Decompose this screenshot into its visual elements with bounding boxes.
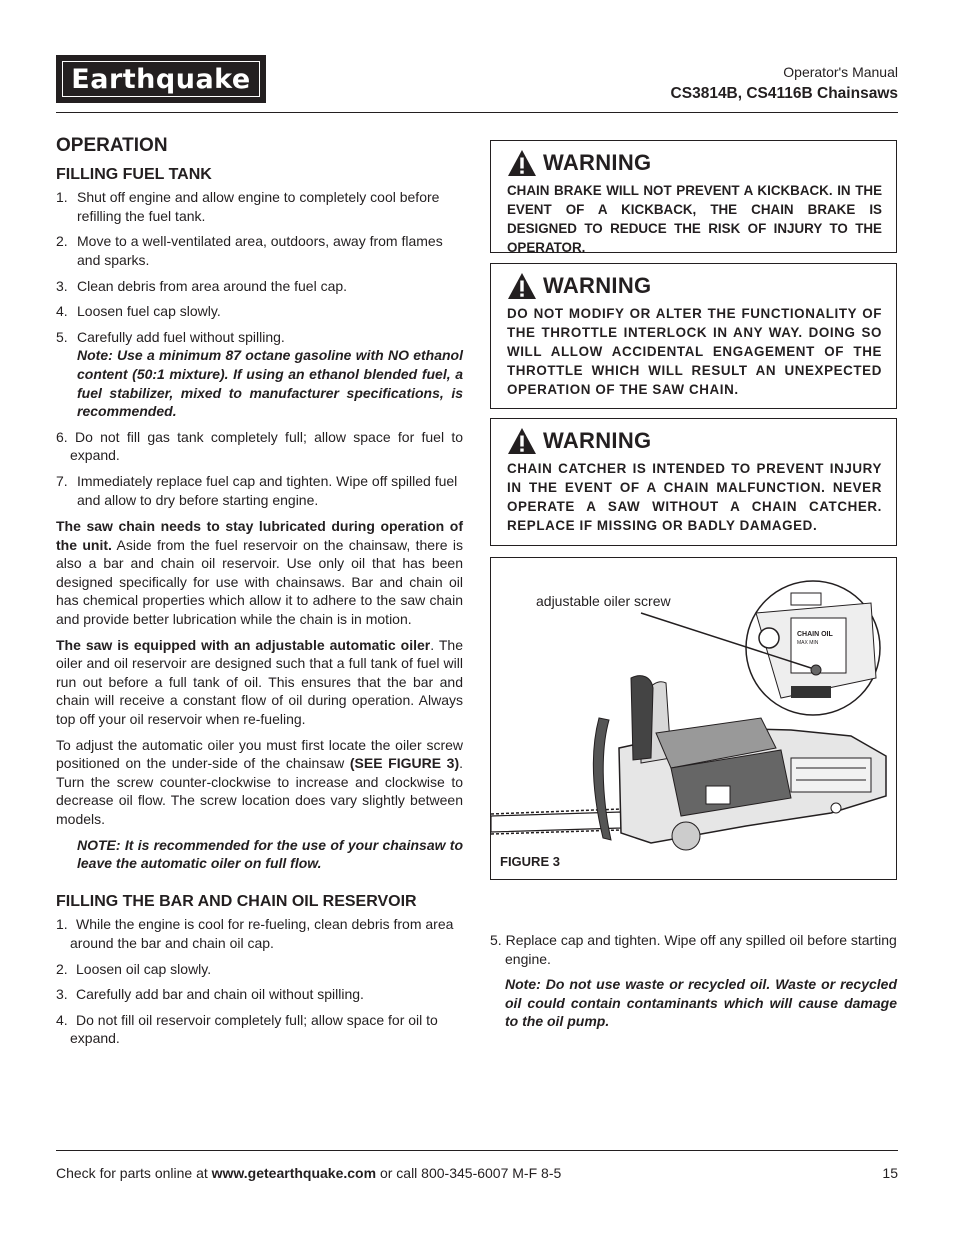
warning-box-throttle-interlock [490,263,897,409]
list-item: 2. Move to a well-ventilated area, outdoors, away from flames and sparks. [56,233,443,268]
oil-steps [56,915,463,1048]
warning-box-chain-catcher [490,418,897,546]
brand-logo [56,55,266,103]
header-rule [56,112,898,113]
oil-decal-label: CHAIN OIL [797,631,833,638]
footer-text: Check for parts online at www.getearthquake.com or call 800-345-6007 M-F 8-5 [56,1165,562,1181]
list-item: 1. While the engine is cool for re-fueling, clean debris from area around the bar and chain oil cap. [56,916,454,951]
lube-paragraph: The saw chain needs to stay lubricated during operation of the unit. Aside from the fuel reservoir on the chainsaw, there is also a bar and chain oil reservoir. Use only oil that has been designed specifically for use with chainsaws. Bar and chain oil has chemical properties which allow it to adhere to the saw chain and provide better lubrication while the chain is in motion. [56,518,464,628]
figure-label: FIGURE 3 [500,854,560,869]
fuel-note: Note: Use a minimum 87 octane gasoline with NO ethanol content (50:1 mixture). If using an ethanol blended fuel, a fuel stabilizer, mixed to manufacturer specifications, is recommended. [77,347,463,420]
left-column [56,137,463,1055]
oil-note: Note: Do not use waste or recycled oil. Waste or recycled oil could contain contaminants which will cause damage to the oil pump. [505,976,897,1030]
fuel-steps-cont [56,472,463,509]
oil-decal-scale: MAX MIN [797,640,819,646]
warning-text: DO NOT MODIFY OR ALTER THE FUNCTIONALITY OF THE THROTTLE INTERLOCK IN ANY WAY. DOING SO WILL ALLOW ACCIDENTAL ENGAGEMENT OF THE THROTTLE WHICH WILL RESULT AN UNEXPECTED OPERATION OF THE SAW CHAIN. [507,306,882,397]
footer-rule [56,1150,898,1151]
logo-text: Earthquake [71,63,251,95]
warning-title: WARNING [543,150,652,175]
oil-heading: FILLING THE BAR AND CHAIN OIL RESERVOIR [56,892,417,910]
warning-title: WARNING [543,428,652,453]
oiler-note: NOTE: It is recommended for the use of your chainsaw to leave the automatic oiler on full flow. [77,836,463,872]
figure-3 [490,557,897,880]
list-item: 5. Carefully add fuel without spilling. [56,328,285,345]
adjust-paragraph: To adjust the automatic oiler you must first locate the oiler screw positioned on the under-side of the chainsaw (SEE FIGURE 3). Turn the screw counter-clockwise to increase and clockwise to decrease oil flow. The screw location does vary slightly between models. [56,736,464,827]
list-item: 6. Do not fill gas tank completely full; allow space for fuel to expand. [56,428,463,464]
right-text [490,931,897,1031]
warning-title: WARNING [543,273,652,298]
list-item: 4. Loosen fuel cap slowly. [56,303,221,320]
page-number: 15 [882,1165,898,1181]
warning-box-chain-brake [490,140,897,253]
fuel-heading: FILLING FUEL TANK [56,165,212,183]
list-item: 3. Clean debris from area around the fuel cap. [56,277,348,294]
parts-website-link[interactable]: www.getearthquake.com [211,1165,377,1181]
list-item: 1. Shut off engine and allow engine to completely cool before refilling the fuel tank. [56,189,440,224]
warning-icon [507,272,537,300]
fuel-steps [56,188,463,346]
list-item: 3. Carefully add bar and chain oil without spilling. [56,986,364,1003]
manual-label: Operator's Manual [783,64,898,80]
list-item: 2. Loosen oil cap slowly. [56,960,212,977]
warning-text: CHAIN CATCHER IS INTENDED TO PREVENT INJURY IN THE EVENT OF A CHAIN MALFUNCTION. NEVER OPERATE A SAW WITHOUT A CHAIN CATCHER. REPLACE IF MISSING OR BADLY DAMAGED. [507,461,882,533]
oiler-paragraph: The saw is equipped with an adjustable automatic oiler. The oiler and oil reservoir are designed such that a full tank of fuel will run out before a full tank of oil. This ensures that the bar and chain will receive a constant flow of oil during operation. Always top off your oil reservoir when re-fueling. [56,636,463,728]
list-item: 7. Immediately replace fuel cap and tighten. Wipe off spilled fuel and allow to dry before starting engine. [56,472,458,508]
warning-icon [507,427,537,455]
section-title: OPERATION [56,135,168,156]
figure-callout: adjustable oiler screw [536,593,671,609]
warning-icon [507,149,537,177]
list-item: 4. Do not fill oil reservoir completely full; allow space for oil to expand. [56,1011,438,1047]
warning-text: CHAIN BRAKE WILL NOT PREVENT A KICKBACK. IN THE EVENT OF A KICKBACK, THE CHAIN BRAKE IS DESIGNED TO REDUCE THE RISK OF INJURY TO THE OPERATOR. [507,183,882,255]
list-item: 5. Replace cap and tighten. Wipe off any spilled oil before starting engine. [490,932,897,967]
model-title: CS3814B, CS4116B Chainsaws [670,85,898,102]
